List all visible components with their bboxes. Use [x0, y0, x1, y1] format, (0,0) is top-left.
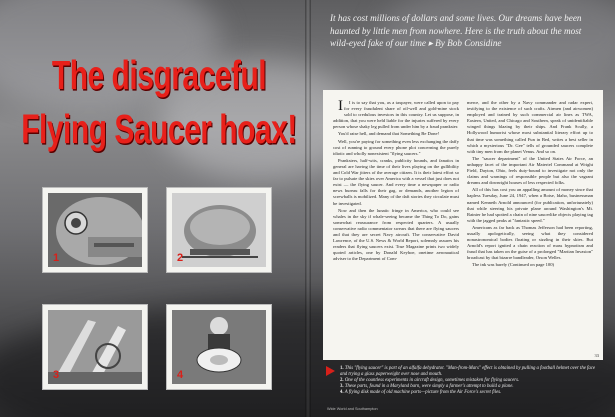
deck-text: It has cost millions of dollars and some lives. Our dreams have been haunted by little men from nowhere. Here is the truth about the most wild-eyed fake of our time	[330, 13, 582, 48]
saucer-machine-image	[48, 193, 142, 267]
photo-credit: Wide World and Southampton	[327, 407, 378, 411]
page-number: 33	[594, 353, 599, 358]
article-paragraph: Americans as far back as Thomas Jefferson had been reporting, usually apologetically, seeing what they considered nonastronomical bodies floating or sizzling in their skies. But Arnold's report ignited a chain reaction of mass hypnotism and fraud that has taken on the guise of a prolonged "Martian Invasion" broadcast by that bizarre bandleader, Orson Welles.	[467, 224, 593, 261]
article-column-2	[467, 100, 593, 354]
barn-parts-image	[48, 310, 142, 384]
article-column-1	[333, 100, 459, 354]
photo-1	[42, 187, 148, 273]
photo-3	[42, 304, 148, 390]
article-paragraph: I I is to say that you, as a taxpayer, were called upon to pay for every fraudulent share of oil-well and gold-mine stock sold to credulous investors in this country. Let us suppose, in addition, that you were held liable for the injuries suffered by every person whose shaky leg pulled from under him by a fraud prankster.	[333, 100, 459, 130]
page-gutter	[305, 0, 311, 417]
photo-number: 3	[53, 369, 60, 381]
caption-3: 3. These parts, found in a Maryland barn, were simply a farmer's attempt to build a plane.	[340, 384, 514, 389]
photo-2	[166, 187, 272, 273]
article-paragraph: Now and then the lunatic fringe in America, who could see whales in the sky if whale-seeing became the Thing To Do, gains somewhat reassurance from respected quarters. A usually conservative radio commentator swears that there are flying saucers and that they are secret Navy aircraft. The conservative David Lawrence, of the U.S. News & World Report, solemnly assures his readers that flying saucers exist. True Magazine prints two widely quoted articles, one by Donald Keyhoe, onetime aeronautical adviser to the Department of Com-	[333, 207, 459, 262]
caption-arrow-icon	[326, 366, 335, 376]
caption-4: 4. A flying disk made of old machine parts—picture from the Air Force's secret files.	[340, 390, 502, 395]
byline: By Bob Considine	[435, 38, 502, 48]
article-deck	[330, 12, 590, 50]
caption-1: 1. This "flying saucer" is part of an alfalfa dehydrator. "Man-from-Mars" effect is obtained by pulling a football helmet over the face and trying a glass paperweight over nose and mouth.	[340, 366, 596, 377]
article-paragraph: All of this has cost you an appalling amount of money since that hapless Tuesday, June 24, 1947, when a Boise, Idaho, businessman named Kenneth Arnold announced (for publication, unfortunately) that while steering his private plane around Washington's Mt. Rainier he had spotted a chain of nine saucerlike objects playing tag with the jagged peaks at "fantastic speed."	[467, 187, 593, 223]
experimental-aircraft-image	[172, 193, 266, 267]
drop-cap: I	[338, 100, 343, 114]
photo-number: 4	[177, 369, 184, 381]
photo-4	[166, 304, 272, 390]
article-paragraph: You'd raise hell, and demand that Something Be Done!	[338, 131, 440, 137]
headline-line-2: Flying Saucer hoax!	[21, 108, 297, 153]
deck-separator: ▸	[428, 38, 436, 48]
headline	[14, 50, 304, 158]
article-paragraph: Well, you're paying for something even less exchanging the daffy cost of running to ground every phone plot concerning the purely idiotic and wholly nonexistent "flying saucers."	[333, 138, 459, 156]
article-paragraph: The "saucer department" of the United States Air Force, an unhappy facet of the important Air Materiel Command at Wright Field, Dayton, Ohio, feels duty-bound to investigate not only the claims and warnings of responsible people but also the vagrant dreams and downright hoaxes of less respected folks.	[467, 155, 593, 186]
photo-captions	[340, 366, 602, 396]
article-paragraph: Pranksters, half-wits, cranks, publicity hounds, and fanatics in general are having the time of their lives playing on the gullibility and Cold War jitters of the average citizen. It is their latest effort so far to pulsate the skies over America with a vessel that just does not exist — the flying saucer. And every time a newspaper or radio news bureau falls for their gag, or demands, another legion of screwballs is mobilized. Many of the daft stories they circulate must be investigated.	[333, 157, 459, 206]
caption-2: 2. One of the countless experiments in aircraft design, sometimes mistaken for flying saucers.	[340, 378, 520, 383]
article-paragraph: The ink was barely (Continued on page 100)	[472, 262, 555, 268]
article-paragraph: merce, and the other by a Navy commander and radar expert, testifying to the existence of such crafts. Airmen (and airwomen) employed and trained by such commercial air lines as TWA, Eastern, United, and Chicago and Southern, speak of unidentifiable winged things blazing by their ships. And Frank Scully, a Hollywood humorist whose most substantial literary effort up to that time was something called Fun in Bed, writes a best seller in which a mysterious "Dr. Gee" tells of grounded saucers complete with tiny men from the planet Venus. And so on.	[467, 100, 593, 154]
photo-number: 2	[177, 252, 184, 264]
article-body	[323, 90, 603, 360]
flying-disk-image	[172, 310, 266, 384]
headline-line-1: The disgraceful	[51, 54, 267, 99]
photo-number: 1	[53, 252, 60, 264]
